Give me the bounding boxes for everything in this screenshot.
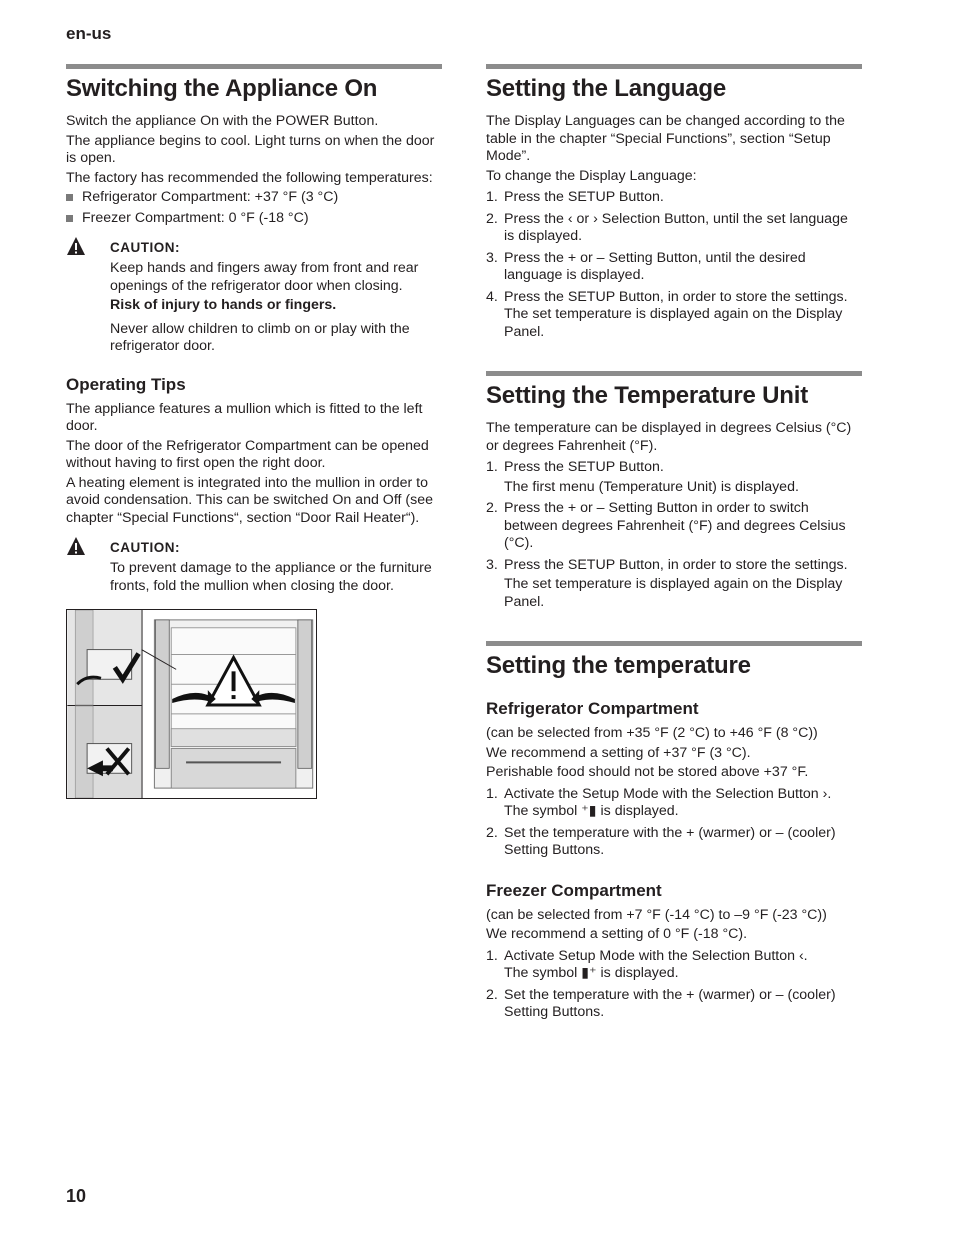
unit-steps [486, 459, 862, 611]
step-subtext: The first menu (Temperature Unit) is displayed. [504, 478, 799, 495]
step-number: 1. [486, 459, 498, 475]
paragraph: Perishable food should not be stored above +37 °F. [486, 764, 809, 780]
paragraph: We recommend a setting of 0 °F (-18 °C). [486, 926, 748, 942]
step-number: 4. [486, 288, 498, 305]
square-bullet-icon [66, 194, 73, 201]
step-text: Press the + or – Setting Button in order to switch between degrees Fahrenheit (°F) and degrees Celsius (°C). [504, 500, 846, 551]
subheading-freezer: Freezer Compartment [486, 880, 662, 900]
mullion-illustration [66, 609, 317, 799]
bullet-text: Freezer Compartment: 0 °F (-18 °C) [82, 209, 309, 226]
step-number: 3. [486, 556, 498, 573]
caution-label: CAUTION: [110, 240, 180, 255]
step-number: 1. [486, 947, 498, 964]
paragraph: (can be selected from +35 °F (2 °C) to +46 °F (8 °C)) [486, 725, 818, 741]
section-rule [486, 371, 862, 376]
page-number: 10 [66, 1186, 87, 1206]
left-column [66, 64, 442, 804]
section-title-language: Setting the Language [486, 75, 727, 102]
step-subtext: The set temperature is displayed again on the Display Panel. [504, 306, 843, 340]
section-title-switching-on: Switching the Appliance On [66, 75, 378, 102]
bullet-item [66, 210, 442, 228]
paragraph: We recommend a setting of +37 °F (3 °C). [486, 744, 751, 761]
step-number: 3. [486, 249, 498, 266]
step-text: Press the ‹ or › Selection Button, until the set language is displayed. [504, 210, 848, 244]
paragraph: The appliance begins to cool. Light turns on when the door is open. [66, 132, 435, 166]
section-rule [486, 64, 862, 69]
step-text: Activate Setup Mode with the Selection Button ‹. [504, 947, 808, 964]
list-item [486, 211, 862, 246]
warning-triangle-icon [66, 236, 86, 256]
step-text: Set the temperature with the + (warmer) or – (cooler) Setting Buttons. [504, 824, 836, 858]
paragraph: Switch the appliance On with the POWER Button. [66, 113, 379, 129]
step-text: Press the SETUP Button, in order to store the settings. [504, 556, 848, 573]
step-text: Activate the Setup Mode with the Selection Button ›. [504, 785, 832, 802]
list-item [486, 948, 862, 983]
list-item [486, 500, 862, 553]
step-number: 2. [486, 986, 498, 1003]
step-number: 2. [486, 824, 498, 841]
caution-label: CAUTION: [110, 540, 180, 555]
list-item [486, 289, 862, 342]
paragraph: To change the Display Language: [486, 167, 697, 184]
list-item [486, 786, 862, 821]
step-number: 1. [486, 785, 498, 802]
caution-text: Never allow children to climb on or play with the refrigerator door. [110, 320, 410, 354]
caution-text: Keep hands and fingers away from front and rear openings of the refrigerator door when closing. [110, 260, 419, 294]
list-item [486, 250, 862, 285]
step-text: Set the temperature with the + (warmer) or – (cooler) Setting Buttons. [504, 986, 836, 1020]
freezer-steps [486, 948, 862, 1022]
section-title-temperature-unit: Setting the Temperature Unit [486, 382, 808, 409]
list-item [486, 557, 862, 612]
caution-bold-text: Risk of injury to hands or fingers. [110, 297, 337, 313]
subheading-refrigerator: Refrigerator Compartment [486, 699, 699, 718]
square-bullet-icon [66, 215, 73, 222]
step-number: 1. [486, 189, 498, 205]
step-number: 2. [486, 210, 498, 227]
caution-text: To prevent damage to the appliance or the furniture fronts, fold the mullion when closing the door. [110, 560, 432, 594]
list-item [486, 459, 862, 496]
language-steps [486, 189, 862, 341]
list-item [486, 987, 862, 1022]
bullet-item [66, 189, 442, 207]
paragraph: The factory has recommended the following temperatures: [66, 169, 433, 186]
bullet-text: Refrigerator Compartment: +37 °F (3 °C) [82, 189, 339, 205]
section-title-setting-temperature: Setting the temperature [486, 652, 751, 679]
language-code: en-us [66, 24, 112, 43]
caution-block [66, 239, 442, 356]
fridge-steps [486, 786, 862, 860]
list-item [486, 825, 862, 860]
step-text: Press the SETUP Button. [504, 459, 664, 475]
paragraph: A heating element is integrated into the mullion in order to avoid condensation. This can be switched On and Off (see chapter “Special Functions“, section “Door Rail Heater“). [66, 474, 433, 526]
right-column [486, 64, 862, 1026]
step-text: Press the + or – Setting Button, until the desired language is displayed. [504, 249, 806, 283]
step-text: Press the SETUP Button, in order to store the settings. [504, 288, 848, 305]
paragraph: The Display Languages can be changed according to the table in the chapter “Special Functions”, section “Setup Mode”. [486, 113, 845, 164]
section-rule [66, 64, 442, 69]
step-text: Press the SETUP Button. [504, 189, 664, 205]
paragraph: The temperature can be displayed in degrees Celsius (°C) or degrees Fahrenheit (°F). [486, 420, 852, 454]
step-subtext: The set temperature is displayed again on the Display Panel. [504, 576, 843, 610]
caution-block [66, 539, 442, 595]
step-subtext: The symbol ▮⁺ is displayed. [504, 965, 679, 981]
list-item [486, 189, 862, 207]
subheading-operating-tips: Operating Tips [66, 374, 186, 394]
paragraph: The appliance features a mullion which is fitted to the left door. [66, 400, 423, 434]
step-number: 2. [486, 500, 498, 516]
paragraph: (can be selected from +7 °F (-14 °C) to –9 °F (-23 °C)) [486, 906, 827, 923]
step-subtext: The symbol ⁺▮ is displayed. [504, 803, 679, 819]
warning-triangle-icon [66, 536, 86, 556]
paragraph: The door of the Refrigerator Compartment can be opened without having to first open the right door. [66, 437, 429, 471]
section-rule [486, 641, 862, 646]
